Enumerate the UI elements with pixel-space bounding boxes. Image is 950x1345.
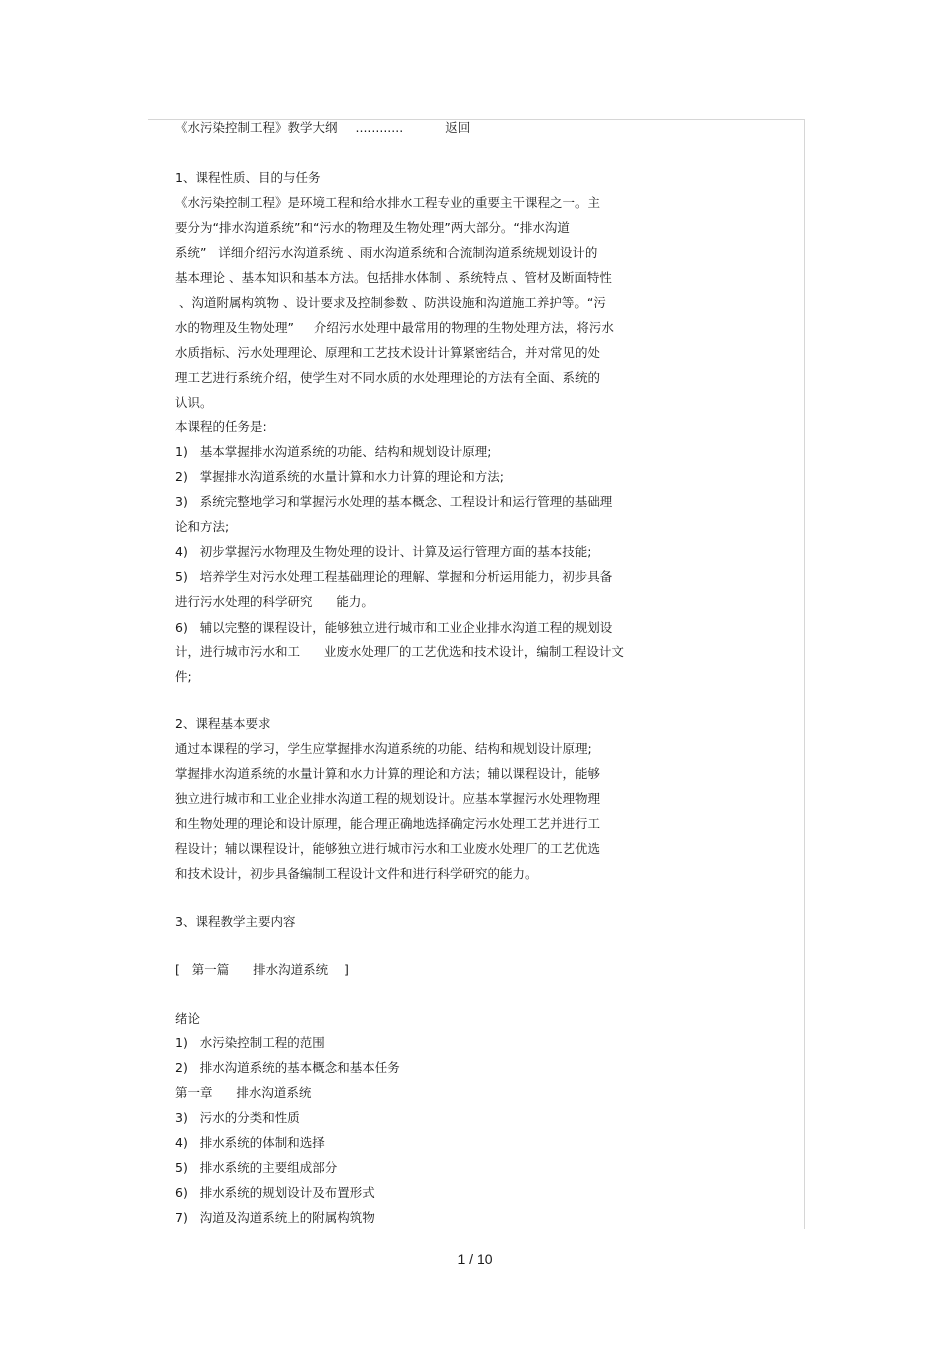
s1-paragraph-line: 水质指标、污水处理理论、原理和工艺技术设计计算紧密结合，并对常见的处	[175, 345, 601, 360]
s1-paragraph-line: 水的物理及生物处理” 介绍污水处理中最常用的物理的生物处理方法，将污水	[175, 320, 614, 335]
task-line: 2) 掌握排水沟道系统的水量计算和水力计算的理论和方法;	[175, 469, 504, 484]
task-line: 论和方法;	[175, 519, 230, 534]
page-number: 1 / 10	[457, 1251, 493, 1267]
section-1-heading: 1、课程性质、目的与任务	[175, 170, 321, 185]
chapter-1-item: 4) 排水系统的体制和选择	[175, 1135, 325, 1150]
s2-paragraph-line: 和技术设计，初步具备编制工程设计文件和进行科学研究的能力。	[175, 866, 538, 881]
task-line: 4) 初步掌握污水物理及生物处理的设计、计算及运行管理方面的基本技能;	[175, 544, 592, 559]
back-link[interactable]: 返回	[445, 120, 471, 135]
document-header	[175, 118, 470, 136]
task-line: 进行污水处理的科学研究 能力。	[175, 594, 374, 609]
tasks-intro: 本课程的任务是:	[175, 419, 267, 434]
s1-paragraph-line: 《水污染控制工程》是环境工程和给水排水工程专业的重要主干课程之一。主	[175, 195, 601, 210]
task-line: 1) 基本掌握排水沟道系统的功能、结构和规划设计原理;	[175, 444, 492, 459]
document-title: 《水污染控制工程》教学大纲	[175, 120, 338, 135]
title-dots: ............	[355, 120, 404, 135]
chapter-1-heading: 第一章 排水沟道系统	[175, 1085, 312, 1100]
s1-paragraph-line: 系统” 详细介绍污水沟道系统 、雨水沟道系统和合流制沟道系统规划设计的	[175, 245, 598, 260]
task-line: 5) 培养学生对污水处理工程基础理论的理解、掌握和分析运用能力，初步具备	[175, 569, 613, 584]
section-3-heading: 3、课程教学主要内容	[175, 914, 296, 929]
task-line: 计，进行城市污水和工 业废水处理厂的工艺优选和技术设计，编制工程设计文	[175, 644, 624, 659]
s1-paragraph-line: 、沟道附属构筑物 、设计要求及控制参数 、防洪设施和沟道施工养护等。“污	[175, 295, 606, 310]
part-heading: [ 第一篇 排水沟道系统 ]	[175, 962, 349, 977]
intro-item: 2) 排水沟道系统的基本概念和基本任务	[175, 1060, 400, 1075]
section-2-heading: 2、课程基本要求	[175, 716, 271, 731]
s2-paragraph-line: 和生物处理的理论和设计原理，能合理正确地选择确定污水处理工艺并进行工	[175, 816, 601, 831]
s1-paragraph-line: 认识。	[175, 395, 213, 410]
s1-paragraph-line: 理工艺进行系统介绍，使学生对不同水质的水处理理论的方法有全面、系统的	[175, 370, 601, 385]
chapter-1-item: 6) 排水系统的规划设计及布置形式	[175, 1185, 375, 1200]
s2-paragraph-line: 掌握排水沟道系统的水量计算和水力计算的理论和方法；辅以课程设计，能够	[175, 766, 601, 781]
s2-paragraph-line: 程设计；辅以课程设计，能够独立进行城市污水和工业废水处理厂的工艺优选	[175, 841, 601, 856]
task-line: 3) 系统完整地学习和掌握污水处理的基本概念、工程设计和运行管理的基础理	[175, 494, 613, 509]
task-line: 6) 辅以完整的课程设计，能够独立进行城市和工业企业排水沟道工程的规划设	[175, 620, 613, 635]
chapter-1-item: 7) 沟道及沟道系统上的附属构筑物	[175, 1210, 375, 1225]
chapter-1-item: 5) 排水系统的主要组成部分	[175, 1160, 338, 1175]
s2-paragraph-line: 独立进行城市和工业企业排水沟道工程的规划设计。应基本掌握污水处理物理	[175, 791, 601, 806]
s2-paragraph-line: 通过本课程的学习，学生应掌握排水沟道系统的功能、结构和规划设计原理;	[175, 741, 592, 756]
intro-heading: 绪论	[175, 1011, 201, 1026]
s1-paragraph-line: 基本理论 、基本知识和基本方法。包括排水体制 、系统特点 、管材及断面特性	[175, 270, 612, 285]
chapter-1-item: 3) 污水的分类和性质	[175, 1110, 300, 1125]
s1-paragraph-line: 要分为“排水沟道系统”和“污水的物理及生物处理”两大部分。“排水沟道	[175, 220, 570, 235]
intro-item: 1) 水污染控制工程的范围	[175, 1035, 325, 1050]
task-line: 件;	[175, 669, 192, 684]
